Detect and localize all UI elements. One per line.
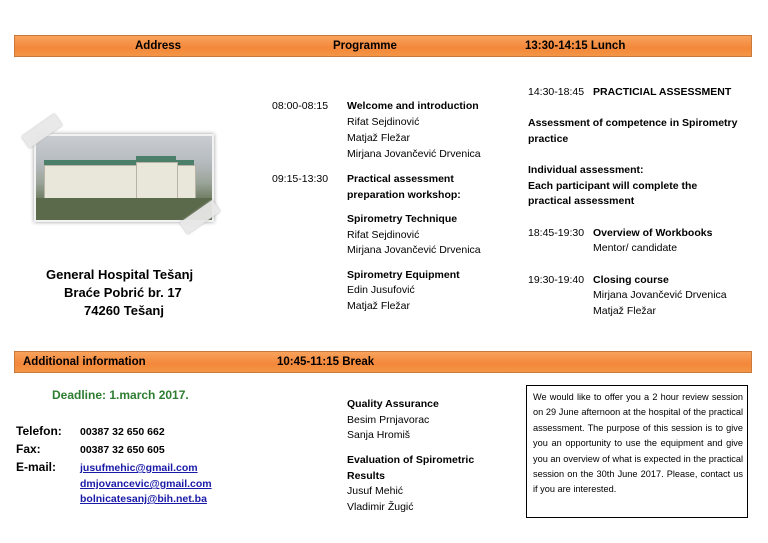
session-time: 14:30-18:45 — [528, 86, 585, 98]
session-title: Closing course — [593, 274, 669, 286]
speaker: Mirjana Jovančević Drvenica — [593, 289, 727, 301]
info-bar — [14, 351, 752, 373]
evaluation-title: Evaluation of Spirometric — [347, 454, 475, 466]
fax-label: Fax: — [16, 442, 41, 456]
email-label: E-mail: — [16, 460, 57, 474]
session-title: Spirometry Technique — [347, 213, 458, 225]
email-link[interactable]: jusufmehic@gmail.com — [80, 462, 198, 474]
deadline: Deadline: 1.march 2017. — [52, 388, 189, 402]
header-bar — [14, 35, 752, 57]
speaker: Sanja Hromiš — [347, 429, 411, 441]
session-title: preparation workshop: — [347, 189, 461, 201]
hospital-photo-image — [34, 134, 214, 222]
fax-value: 00387 32 650 605 — [80, 444, 165, 456]
review-session-note: We would like to offer you a 2 hour review session on 29 June afternoon at the hospital of the practical assessment. The purpose of this session is to give you an opportunity to use the equipment and give you an overview of what is expected in the practical session on the 30th June 2017. Please, contact us if you are interested. — [526, 385, 748, 518]
telefon-value: 00387 32 650 662 — [80, 426, 165, 438]
address-heading: Address — [135, 40, 182, 52]
speaker: Matjaž Fležar — [347, 132, 411, 144]
speaker: Mentor/ candidate — [593, 242, 678, 254]
speaker: Matjaž Fležar — [593, 305, 657, 317]
session-desc: Each participant will complete the — [528, 180, 698, 192]
speaker: Rifat Sejdinović — [347, 116, 420, 128]
speaker: Edin Jusufović — [347, 284, 415, 296]
speaker: Jusuf Mehić — [347, 485, 404, 497]
session-desc: Assessment of competence in Spirometry — [528, 117, 738, 129]
telefon-label: Telefon: — [16, 424, 62, 438]
qa-title: Quality Assurance — [347, 398, 439, 410]
session-title: PRACTICIAL ASSESSMENT — [593, 86, 732, 98]
speaker: Mirjana Jovančević Drvenica — [347, 148, 481, 160]
session-title: Practical assessment — [347, 173, 454, 185]
speaker: Rifat Sejdinović — [347, 229, 420, 241]
lunch-heading: 13:30-14:15 Lunch — [525, 40, 626, 52]
hospital-photo — [28, 128, 216, 224]
hospital-name: General Hospital Tešanj — [46, 267, 194, 282]
session-desc: practice — [528, 133, 569, 145]
session-desc: Individual assessment: — [528, 164, 644, 176]
session-title: Spirometry Equipment — [347, 269, 460, 281]
session-time: 09:15-13:30 — [272, 173, 329, 185]
speaker: Besim Prnjavorac — [347, 414, 430, 426]
session-time: 19:30-19:40 — [528, 274, 585, 286]
email-link[interactable]: bolnicatesanj@bih.net.ba — [80, 493, 207, 505]
speaker: Vladimir Žugić — [347, 501, 414, 513]
session-title: Overview of Workbooks — [593, 227, 713, 239]
session-title: Welcome and introduction — [347, 100, 479, 112]
speaker: Matjaž Fležar — [347, 300, 411, 312]
hospital-city: 74260 Tešanj — [84, 303, 164, 318]
session-time: 08:00-08:15 — [272, 100, 329, 112]
evaluation-title: Results — [347, 470, 385, 482]
break-heading: 10:45-11:15 Break — [277, 356, 375, 368]
programme-heading: Programme — [333, 40, 397, 52]
session-desc: practical assessment — [528, 195, 635, 207]
email-link[interactable]: dmjovancevic@gmail.com — [80, 478, 212, 490]
additional-info-heading: Additional information — [23, 356, 146, 368]
speaker: Mirjana Jovančević Drvenica — [347, 244, 481, 256]
hospital-street: Braće Pobrić br. 17 — [64, 285, 182, 300]
session-time: 18:45-19:30 — [528, 227, 585, 239]
